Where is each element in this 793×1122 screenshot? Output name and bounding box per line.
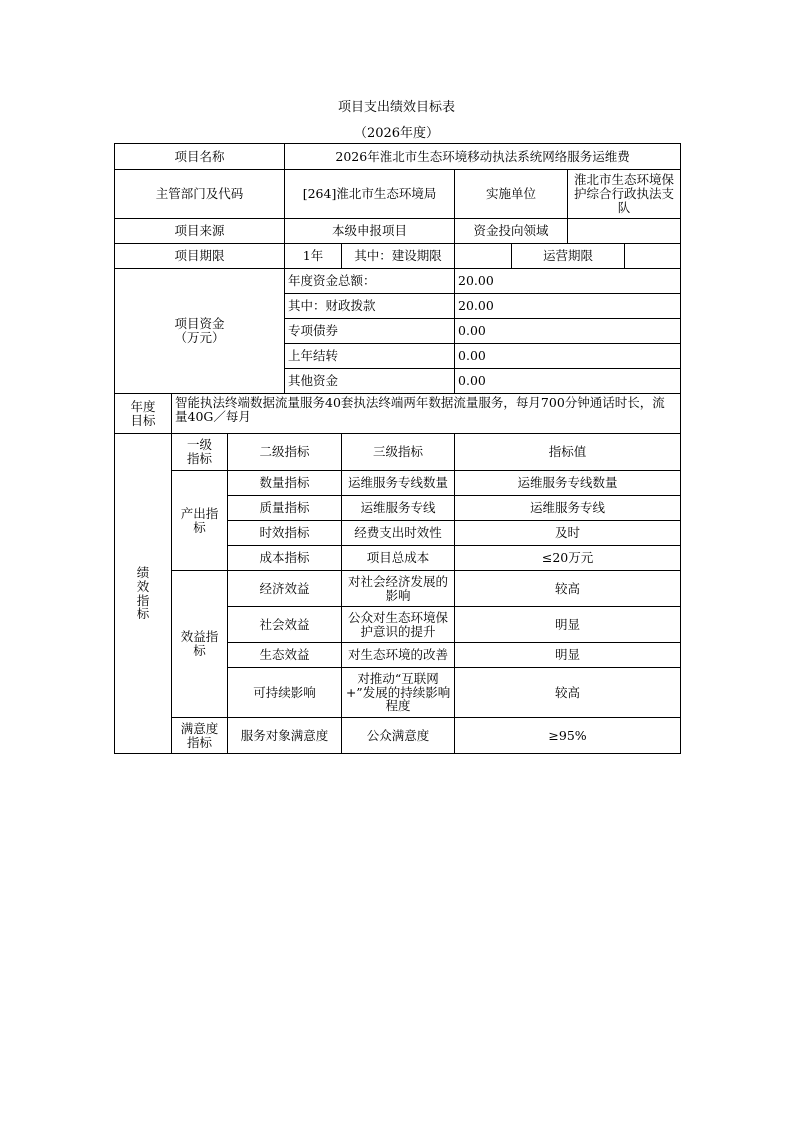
performance-indicators-label: 绩 效 指 标 [115,434,172,754]
funds-label: 项目资金 （万元） [115,269,285,394]
level2-cell: 数量指标 [228,471,342,496]
level2-cell: 经济效益 [228,571,342,607]
satisfaction-indicators-label: 满意度 指标 [172,718,228,754]
funds-row-label: 其他资金 [285,369,455,394]
level3-cell: 运维服务专线 [342,496,455,521]
indicator-value-cell: 较高 [455,571,681,607]
project-name-value: 2026年淮北市生态环境移动执法系统网络服务运维费 [285,144,681,170]
level2-cell: 可持续影响 [228,668,342,718]
indicator-value-cell: 及时 [455,521,681,546]
dept-value: [264]淮北市生态环境局 [285,170,455,219]
level3-cell: 运维服务专线数量 [342,471,455,496]
annual-goal-text: 智能执法终端数据流量服务40套执法终端两年数据流量服务，每月700分钟通话时长，流量40G／每月 [172,394,681,434]
level3-header: 三级指标 [342,434,455,471]
ops-period-value [625,244,681,269]
page-subtitle-year: （2026年度） [353,126,440,141]
funds-row-value: 0.00 [455,344,681,369]
build-period-value [455,244,512,269]
indicator-value-cell: ≤20万元 [455,546,681,571]
period-label: 项目期限 [115,244,285,269]
level3-cell: 项目总成本 [342,546,455,571]
indicator-value-cell: 明显 [455,607,681,643]
level3-cell: 公众对生态环境保护意识的提升 [342,607,455,643]
indicator-value-cell: 运维服务专线 [455,496,681,521]
ops-period-label: 运营期限 [512,244,625,269]
level2-cell: 成本指标 [228,546,342,571]
impl-unit-value: 淮北市生态环境保护综合行政执法支队 [568,170,681,219]
benefit-indicators-label: 效益指 标 [172,571,228,718]
level2-cell: 时效指标 [228,521,342,546]
level3-cell: 对生态环境的改善 [342,643,455,668]
funds-row-label: 专项债券 [285,319,455,344]
page-title: 项目支出绩效目标表 [337,100,455,115]
performance-target-table [114,143,681,754]
source-label: 项目来源 [115,219,285,244]
level2-cell: 服务对象满意度 [228,718,342,754]
level3-cell: 公众满意度 [342,718,455,754]
level3-cell: 对推动“互联网+”发展的持续影响程度 [342,668,455,718]
indicator-value-cell: ≥95% [455,718,681,754]
project-name-label: 项目名称 [115,144,285,170]
funds-row-value: 0.00 [455,369,681,394]
level1-header: 一级 指标 [172,434,228,471]
level2-header: 二级指标 [228,434,342,471]
annual-goal-label: 年度 目标 [115,394,172,434]
funds-row-label: 其中：财政拨款 [285,294,455,319]
level2-cell: 生态效益 [228,643,342,668]
level3-cell: 经费支出时效性 [342,521,455,546]
impl-unit-label: 实施单位 [455,170,568,219]
indicator-value-cell: 明显 [455,643,681,668]
source-value: 本级申报项目 [285,219,455,244]
build-period-label: 其中：建设期限 [342,244,455,269]
funds-row-value: 0.00 [455,319,681,344]
period-value: 1年 [285,244,342,269]
funds-row-value: 20.00 [455,269,681,294]
output-indicators-label: 产出指 标 [172,471,228,571]
funds-row-value: 20.00 [455,294,681,319]
invest-area-value [568,219,681,244]
funds-row-label: 上年结转 [285,344,455,369]
level2-cell: 质量指标 [228,496,342,521]
indicator-value-cell: 运维服务专线数量 [455,471,681,496]
dept-label: 主管部门及代码 [115,170,285,219]
indicator-value-cell: 较高 [455,668,681,718]
invest-area-label: 资金投向领域 [455,219,568,244]
level2-cell: 社会效益 [228,607,342,643]
level3-cell: 对社会经济发展的影响 [342,571,455,607]
funds-row-label: 年度资金总额： [285,269,455,294]
indicator-value-header: 指标值 [455,434,681,471]
